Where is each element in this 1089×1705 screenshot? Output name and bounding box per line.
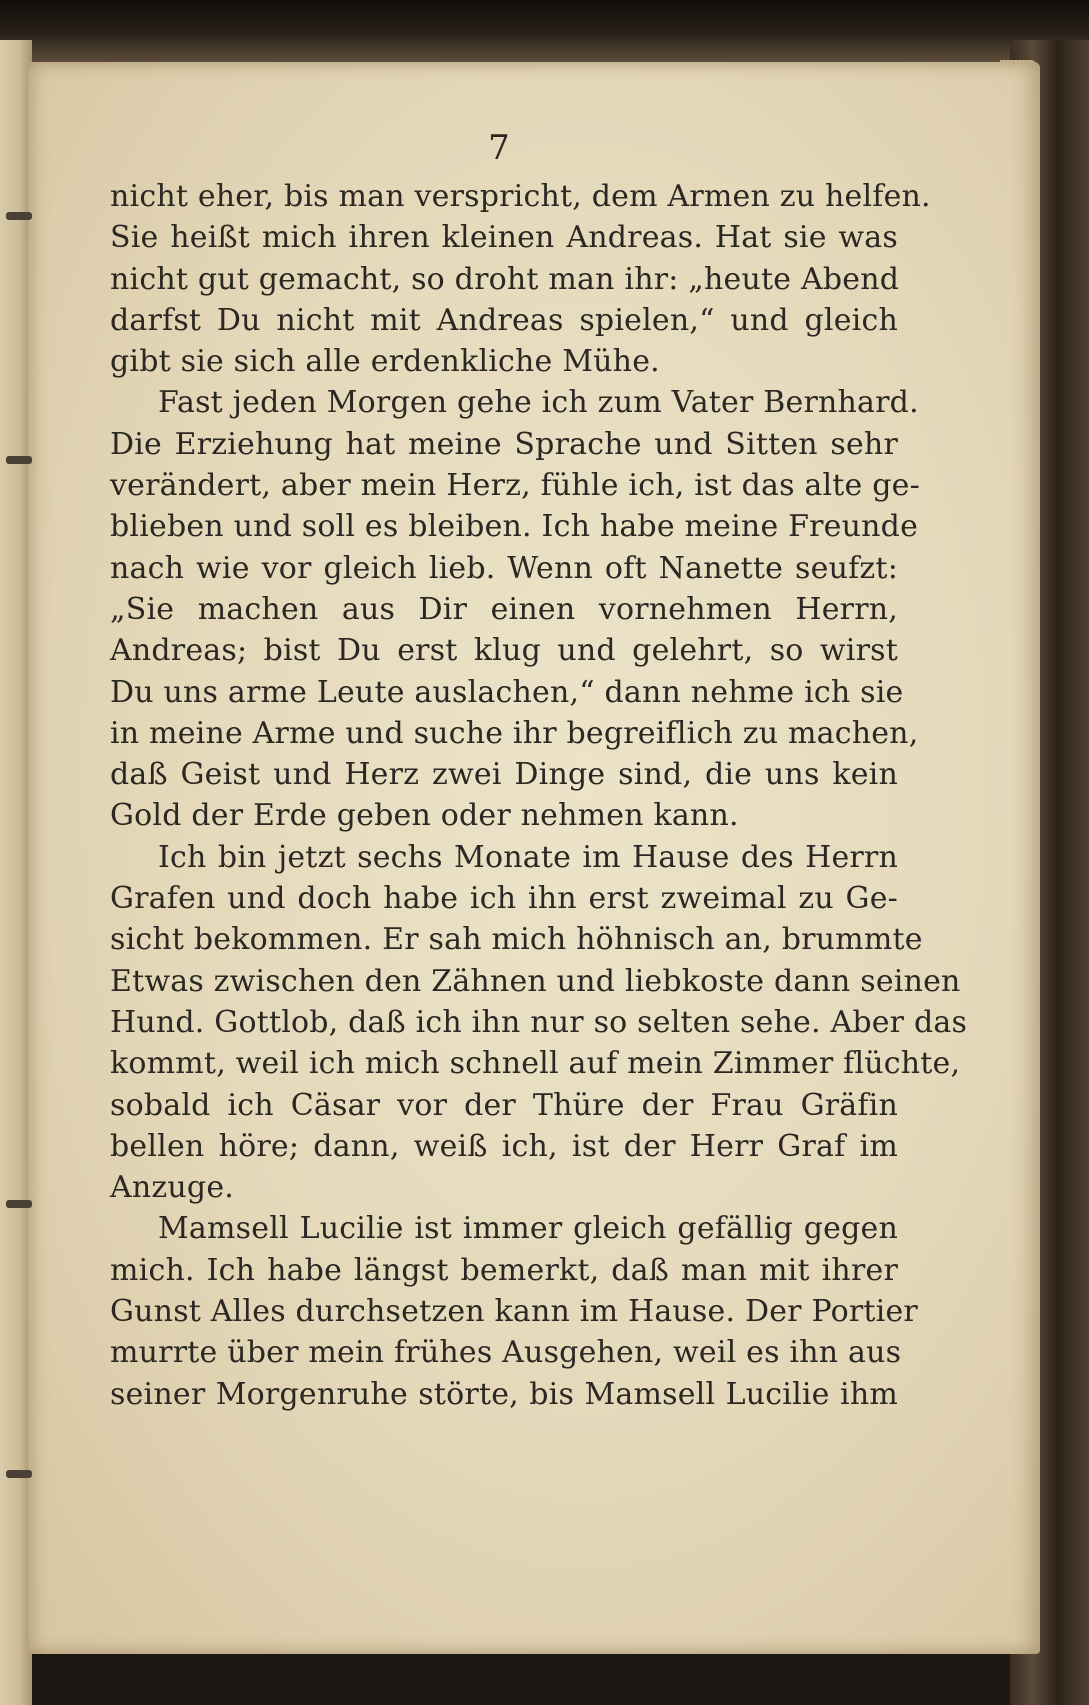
- text-line: gibt sie sich alle erdenkliche Mühe.: [110, 344, 660, 380]
- text-line: blieben und soll es bleiben. Ich habe meine Freunde: [110, 509, 919, 545]
- book-top-edge: [0, 0, 1089, 70]
- text-line: nicht eher, bis man verspricht, dem Armen zu helfen.: [110, 179, 931, 214]
- text-line: darfst Du nicht mit Andreas spielen,“ und gleich: [110, 302, 898, 338]
- text-line: Ich bin jetzt sechs Monate im Hause des Herrn: [158, 839, 898, 875]
- text-line: verändert, aber mein Herz, fühle ich, ist das alte ge-: [110, 468, 920, 504]
- text-line: seiner Morgenruhe störte, bis Mamsell Lucilie ihm: [110, 1376, 898, 1412]
- text-line: sobald ich Cäsar vor der Thüre der Frau Gräfin: [110, 1087, 898, 1123]
- text-line: Grafen und doch habe ich ihn erst zweimal zu Ge-: [110, 881, 898, 917]
- margin-mark: [6, 1470, 32, 1478]
- text-line: sicht bekommen. Er sah mich höhnisch an, brummte: [110, 922, 923, 958]
- page-number: 7: [488, 128, 510, 168]
- text-line: Mamsell Lucilie ist immer gleich gefällig gegen: [158, 1211, 898, 1247]
- text-line: Etwas zwischen den Zähnen und liebkoste dann seinen: [110, 963, 961, 999]
- text-line: Hund. Gottlob, daß ich ihn nur so selten sehe. Aber das: [110, 1004, 968, 1040]
- text-line: murrte über mein frühes Ausgehen, weil es ihn aus: [110, 1335, 902, 1371]
- text-line: Fast jeden Morgen gehe ich zum Vater Bernhard.: [158, 385, 919, 421]
- text-line: kommt, weil ich mich schnell auf mein Zimmer flüchte,: [110, 1046, 961, 1082]
- text-line: Die Erziehung hat meine Sprache und Sitten sehr: [110, 426, 898, 462]
- text-line: in meine Arme und suche ihr begreiflich zu machen,: [110, 715, 919, 751]
- margin-mark: [6, 456, 32, 464]
- text-line: nach wie vor gleich lieb. Wenn oft Nanette seufzt:: [110, 550, 898, 586]
- text-line: mich. Ich habe längst bemerkt, daß man mit ihrer: [110, 1252, 898, 1288]
- text-line: nicht gut gemacht, so droht man ihr: „heute Abend: [110, 261, 900, 297]
- margin-mark: [6, 212, 32, 220]
- margin-mark: [6, 1200, 32, 1208]
- text-line: Gunst Alles durchsetzen kann im Hause. Der Portier: [110, 1294, 918, 1330]
- text-line: Gold der Erde geben oder nehmen kann.: [110, 798, 739, 834]
- text-line: Du uns arme Leute auslachen,“ dann nehme ich sie: [110, 674, 904, 710]
- text-line: bellen höre; dann, weiß ich, ist der Herr Graf im: [110, 1128, 898, 1164]
- text-line: Anzuge.: [110, 1170, 235, 1206]
- text-line: „Sie machen aus Dir einen vornehmen Herrn,: [110, 591, 898, 627]
- page-text: [110, 176, 968, 1415]
- text-line: Andreas; bist Du erst klug und gelehrt, so wirst: [110, 633, 898, 669]
- text-line: daß Geist und Herz zwei Dinge sind, die uns kein: [110, 757, 898, 793]
- text-line: Sie heißt mich ihren kleinen Andreas. Hat sie was: [110, 220, 898, 256]
